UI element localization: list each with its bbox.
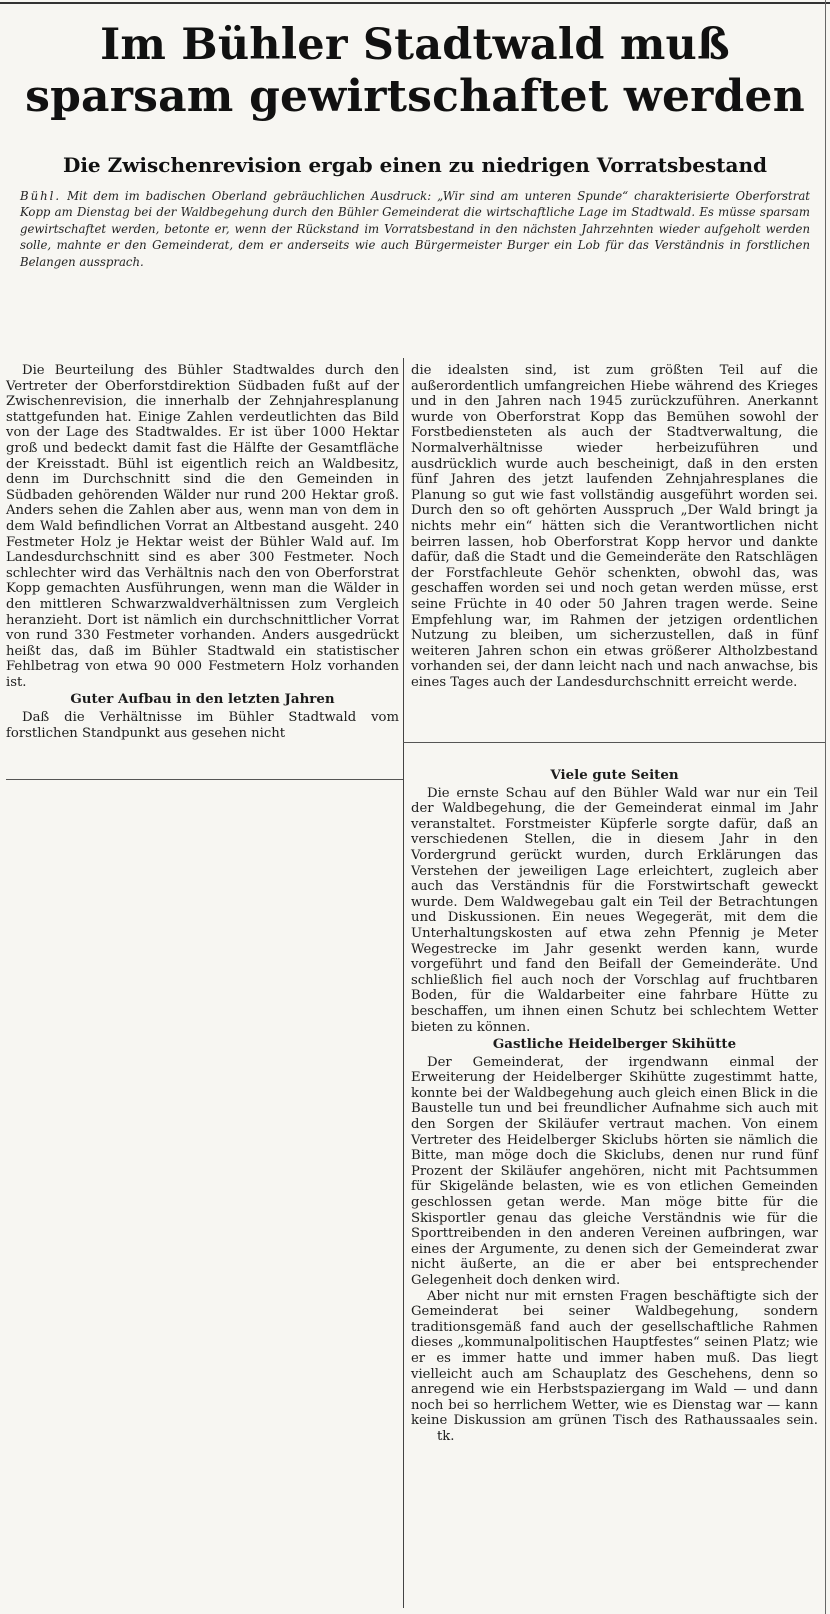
right-column-upper [411,363,818,690]
right-paragraph-1: die idealsten sind, ist zum größten Teil auf die außerordentlich umfangreichen Hiebe während des Krieges und in den Jahren nach 1945 zurückzuführen. Anerkannt wurde von Oberforstrat Kopp das Bemühen sowohl der Forstbediensteten als auch der Stadtverwaltung, die Normalverhältnisse wieder herbeizuführen und ausdrücklich wurde auch bescheinigt, daß in den ersten fünf Jahren des jetzt laufenden Zehnjahresplanes die Planung so gut wie fast vollständig ausgeführt worden sei. Durch den so oft gehörten Ausspruch „Der Wald bringt ja nichts mehr ein“ hätten sich die Verantwortlichen nicht beirren lassen, hob Oberforstrat Kopp hervor und dankte dafür, daß die Stadt und die Gemeinderäte den Ratschlägen der Forstfachleute Gehör schenkten, obwohl das, was geschaffen worden sei und noch getan werden müsse, erst seine Früchte in 40 oder 50 Jahren tragen werde. Seine Empfehlung war, im Rahmen der jetzigen ordentlichen Nutzung zu bleiben, um sicherzustellen, daß in fünf weiteren Jahren schon ein etwas größerer Altholzbestand vorhanden sei, der dann leicht nach und nach anwachse, bis eines Tages auch der Landesdurchschnitt erreicht werde. [411,363,818,690]
headline [0,20,830,123]
section-heading-viele-gute-seiten: Viele gute Seiten [550,767,679,783]
left-column-end-rule [6,779,403,780]
lead-text: Mit dem im badischen Oberland gebräuchlichen Ausdruck: „Wir sind am unteren Spunde“ charakterisierte Oberforstrat Kopp am Dienstag bei der Waldbegehung durch den Bühler Gemeinderat die wirtschaftliche Lage im Stadtwald. Es müsse sparsam gewirtschaftet werden, betonte er, wenn der Rückstand im Vorratsbestand in den nächsten Jahrzehnten wieder aufgeholt werden solle, mahnte er den Gemeinderat, dem er anderseits wie auch Bürgermeister Burger ein Lob für das Verständnis in forstlichen Belangen aussprach. [20,189,810,269]
column-divider [403,358,404,1608]
section-heading-skihuette: Gastliche Heidelberger Skihütte [492,1036,737,1053]
right-column-section-rule [403,742,825,743]
top-rule [0,2,830,4]
section-heading-guter-aufbau: Guter Aufbau in den letzten Jahren [70,691,335,708]
left-column [6,363,399,741]
dateline-place: Bühl. [20,189,62,203]
left-paragraph-2: Daß die Verhältnisse im Bühler Stadtwald vom forstlichen Standpunkt aus gesehen nicht [6,710,399,741]
right-paragraph-4 [411,1289,818,1445]
left-paragraph-1: Die Beurteilung des Bühler Stadtwaldes durch den Vertreter der Oberforstdirektion Südbaden fußt auf der Zwischenrevision, die innerhalb der Zehnjahresplanung stattgefunden hat. Einige Zahlen verdeutlichten das Bild von der Lage des Stadtwaldes. Er ist über 1000 Hektar groß und bedeckt damit fast die Hälfte der Gesamtfläche der Kreisstadt. Bühl ist eigentlich reich an Waldbesitz, denn im Durchschnitt sind die den Gemeinden in Südbaden gehörenden Wälder nur rund 200 Hektar groß. Anders sehen die Zahlen aber aus, wenn man von dem in dem Wald befindlichen Vorrat an Altbestand ausgeht. 240 Festmeter Holz je Hektar weist der Bühler Wald auf. Im Landesdurchschnitt sind es aber 300 Festmeter. Noch schlechter wird das Verhältnis nach den von Oberforstrat Kopp gemachten Ausführungen, wenn man die Wälder in den mittleren Schwarzwaldverhältnissen zum Vergleich heranzieht. Dort ist nämlich ein durchschnittlicher Vorrat von rund 330 Festmeter vorhanden. Anders ausgedrückt heißt das, daß im Bühler Stadtwald ein statistischer Fehlbetrag von etwa 90 000 Festmetern Holz vorhanden ist. [6,363,399,690]
right-paragraph-3: Der Gemeinderat, der irgendwann einmal der Erweiterung der Heidelberger Skihütte zugestimmt hatte, konnte bei der Waldbegehung auch gleich einen Blick in die Baustelle tun und bei freundlicher Aufnahme sich auch mit den Sorgen der Skiläufer vertraut machen. Von einem Vertreter des Heidelberger Skiclubs hörten sie nämlich die Bitte, man möge doch die Skiclubs, denen nur rund fünf Prozent der Skiläufer angehören, nicht mit Pachtsummen für Skigelände belasten, wie es von etlichen Gemeinden geschlossen getan werde. Man möge bitte für die Skisportler genau das gleiche Verständnis wie für die Sporttreibenden in den anderen Vereinen aufbringen, war eines der Argumente, zu denen sich der Gemeinderat zwar nicht äußerte, an die er aber bei entsprechender Gelegenheit doch denken wird. [411,1054,818,1288]
right-paragraph-4-text: Aber nicht nur mit ernsten Fragen beschäftigte sich der Gemeinderat bei seiner Waldbegehung, sondern traditionsgemäß fand auch der gesellschaftliche Rahmen dieses „kommunalpolitischen Hauptfestes“ seinen Platz; wie er es immer hatte und immer haben muß. Das liegt vielleicht auch am Schauplatz des Geschehens, denn so anregend wie ein Herbstspaziergang im Wald — und dann noch bei so herrlichem Wetter, wie es Dienstag war — kann keine Diskussion am grünen Tisch des Rathaussaales sein. [411,1288,818,1429]
subheadline: Die Zwischenrevision ergab einen zu niedrigen Vorratsbestand [62,153,767,177]
right-column-lower [411,766,818,1445]
right-edge-rule [825,0,826,1614]
lead-paragraph [20,188,810,270]
author-signature: tk. [437,1428,455,1444]
headline-line-2: sparsam gewirtschaftet werden [25,71,805,122]
right-paragraph-2: Die ernste Schau auf den Bühler Wald war nur ein Teil der Waldbegehung, die der Gemeinderat einmal im Jahr veranstaltet. Forstmeister Küpferle sorgte dafür, daß an verschiedenen Stellen, die in diesem Jahr in den Vordergrund gerückt wurden, durch Erklärungen das Verstehen der jeweiligen Lage erleichtert, zugleich aber auch das Verständnis für die Forstwirtschaft geweckt wurde. Dem Waldwegebau galt ein Teil der Betrachtungen und Diskussionen. Ein neues Wegegerät, mit dem die Unterhaltungskosten auf etwa zehn Pfennig je Meter Wegestrecke im Jahr gesenkt werden kann, wurde vorgeführt und fand den Beifall der Gemeinderäte. Und schließlich fiel auch noch der Vorschlag auf fruchtbaren Boden, für die Waldarbeiter eine fahrbare Hütte zu beschaffen, um ihnen einen Schutz bei schlechtem Wetter bieten zu können. [411,785,818,1035]
headline-line-1: Im Bühler Stadtwald muß [100,20,730,70]
